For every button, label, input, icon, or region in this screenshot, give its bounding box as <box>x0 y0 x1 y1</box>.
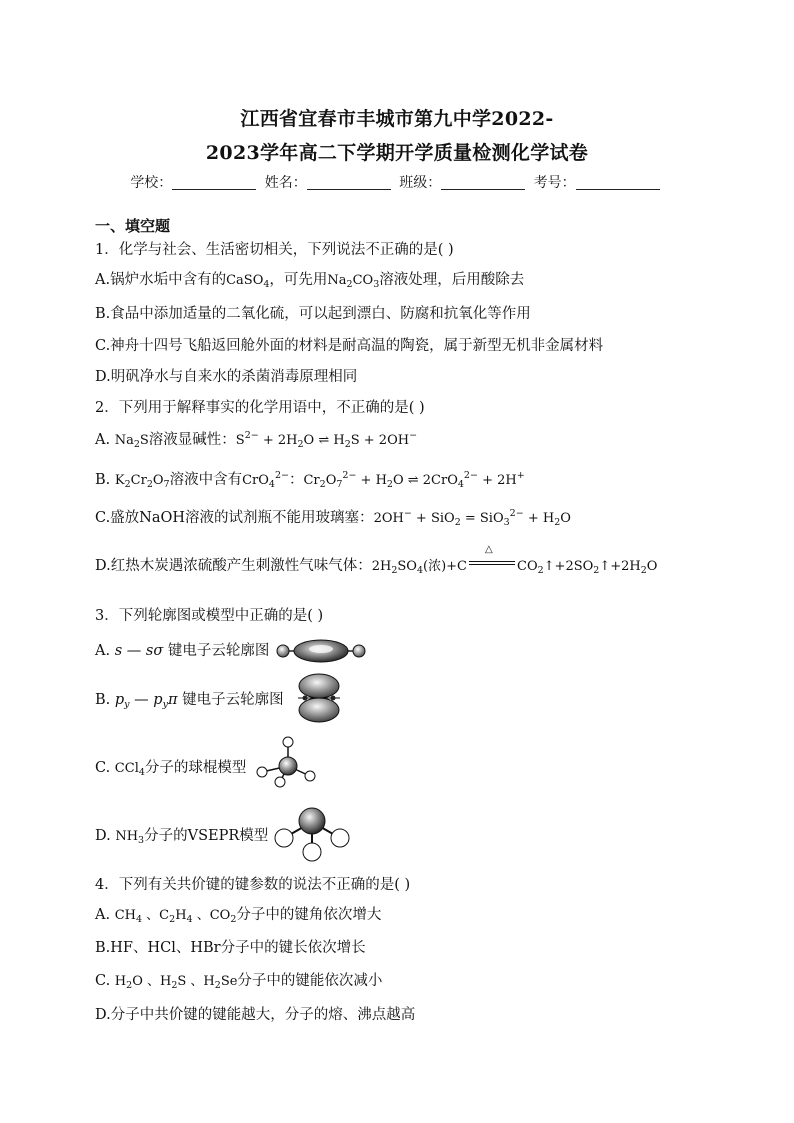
ccl4-ball-stick-icon <box>256 734 320 790</box>
q2-a-label: A. <box>95 432 115 448</box>
school-blank[interactable] <box>172 175 256 190</box>
heat-condition <box>467 544 517 570</box>
q1-a-text: A.锅炉水垢中含有的 <box>95 272 227 288</box>
q4-c-text: 分子中的键能依次减小 <box>237 973 383 989</box>
class-label: 班级： <box>399 175 442 191</box>
conc-label: (浓) <box>423 559 447 574</box>
s-s-sigma-cloud-icon <box>274 636 370 666</box>
nh3-vsepr-model-icon <box>272 806 356 862</box>
class-blank[interactable] <box>441 175 525 190</box>
formula-list-c: $H_2O$ 、$H_2S$ 、$H_2Se$ <box>114 974 238 991</box>
formula-na2s: $Na_2S$ <box>114 433 149 450</box>
student-info-row <box>0 172 794 192</box>
q2-b-text: 溶液中含有 <box>169 472 243 488</box>
q2-b-label: B. <box>95 472 115 488</box>
q4-a-text: 分子中的键角依次增大 <box>236 907 382 923</box>
equation-dichromate: $Cr_2O_7^{2-} + H_2O$ ⇌ 2CrO$_4^{2-}$ + 2H+ <box>303 470 525 490</box>
school-label: 学校： <box>130 175 173 191</box>
exam-number-blank[interactable] <box>576 175 660 190</box>
formula-cro4: CrO$_4^{2-}$ <box>242 470 289 490</box>
q3-option-a[interactable]: A. s — sσ 键电子云轮廓图 <box>95 643 270 659</box>
exam-title-line1: 江西省宜春市丰城市第九中学2022- <box>240 108 554 130</box>
name-blank[interactable] <box>307 175 391 190</box>
exam-number-label: 考号： <box>533 175 576 191</box>
formula-na2co3: $Na_2CO_3$ <box>327 273 380 290</box>
q4-option-d[interactable]: D.分子中共价键的键能越大，分子的熔、沸点越高 <box>95 1007 416 1023</box>
q1-option-c[interactable]: C.神舟十四号飞船返回舱外面的材料是耐高温的陶瓷，属于新型无机非金属材料 <box>95 338 604 354</box>
q3-option-d[interactable]: D. $NH_3$分子的VSEPR模型 <box>95 828 269 846</box>
q3-d-label: 分子的VSEPR模型 <box>144 828 269 844</box>
q2-a-text: 溶液显碱性： <box>148 432 236 448</box>
q3-option-c[interactable]: C. CCl$_4$分子的球棍模型 <box>95 760 247 778</box>
q3-b-label: 键电子云轮廓图 <box>182 692 284 708</box>
q2-d-text: D.红热木炭遇浓硫酸产生刺激性气味气体： <box>95 558 372 574</box>
q1-a-mid: ，可先用 <box>269 272 328 288</box>
name-label: 姓名： <box>264 175 307 191</box>
heat-triangle-icon: △ <box>485 544 493 555</box>
q1-option-d[interactable]: D.明矾净水与自来水的杀菌消毒原理相同 <box>95 369 358 385</box>
formula-k2cr2o7: $K_2Cr_2O_7$ <box>114 473 170 490</box>
q1-option-b[interactable]: B.食品中添加适量的二氧化硫，可以起到漂白、防腐和抗氧化等作用 <box>95 306 531 322</box>
q4-option-b[interactable]: B.HF、HCl、HBr分子中的键长依次增长 <box>95 940 366 956</box>
q3-stem: 3．下列轮廓图或模型中正确的是( ) <box>95 608 324 624</box>
equation-s2-hydrolysis: $S^{2-} + 2H_2O$ ⇌ $H_2S + 2OH^-$ <box>235 430 418 450</box>
q2-option-a[interactable] <box>95 430 417 451</box>
q3-c-label: 分子的球棍模型 <box>144 760 247 776</box>
q2-stem: 2．下列用于解释事实的化学用语中，不正确的是( ) <box>95 400 425 416</box>
q3-a-label: 键电子云轮廓图 <box>167 643 270 659</box>
formula-list-a: $CH_4$ 、$C_2H_4$ 、$CO_2$ <box>114 908 237 925</box>
q1-a-post: 溶液处理，后用酸除去 <box>379 272 525 288</box>
q2-option-d[interactable] <box>95 544 658 577</box>
formula-caso4: CaSO$_4$ <box>226 273 270 290</box>
q4-stem: 4．下列有关共价键的键参数的说法不正确的是( ) <box>95 877 411 893</box>
exam-title-line2: 2023学年高二下学期开学质量检测化学试卷 <box>205 142 589 164</box>
q1-stem: 1．化学与社会、生活密切相关，下列说法不正确的是( ) <box>95 242 454 258</box>
equation-sio2: $2OH^- + SiO_2 = SiO_3^{2-} + H_2O$ <box>373 508 571 528</box>
q3-option-b[interactable]: B. $p_y$ — $p_y\pi$ 键电子云轮廓图 <box>95 692 284 710</box>
section-title: 一、填空题 <box>95 217 171 235</box>
q2-c-text: C.盛放NaOH溶液的试剂瓶不能用玻璃塞： <box>95 510 374 526</box>
q2-option-b[interactable] <box>95 470 525 491</box>
q2-option-c[interactable] <box>95 508 571 529</box>
py-py-pi-cloud-icon <box>296 672 342 724</box>
q4-option-c[interactable]: C. $H_2O$ 、$H_2S$ 、$H_2Se$分子中的键能依次减小 <box>95 973 383 991</box>
q2-b-colon: ： <box>288 472 304 488</box>
q1-option-a[interactable] <box>95 270 524 291</box>
q4-option-a[interactable]: A. $CH_4$ 、$C_2H_4$ 、$CO_2$分子中的键角依次增大 <box>95 907 382 925</box>
equation-carbon-sulfuric: $2H_2SO_4$(浓)+C △ $CO_2↑+2SO_2↑+2H_2O$ <box>372 559 658 574</box>
